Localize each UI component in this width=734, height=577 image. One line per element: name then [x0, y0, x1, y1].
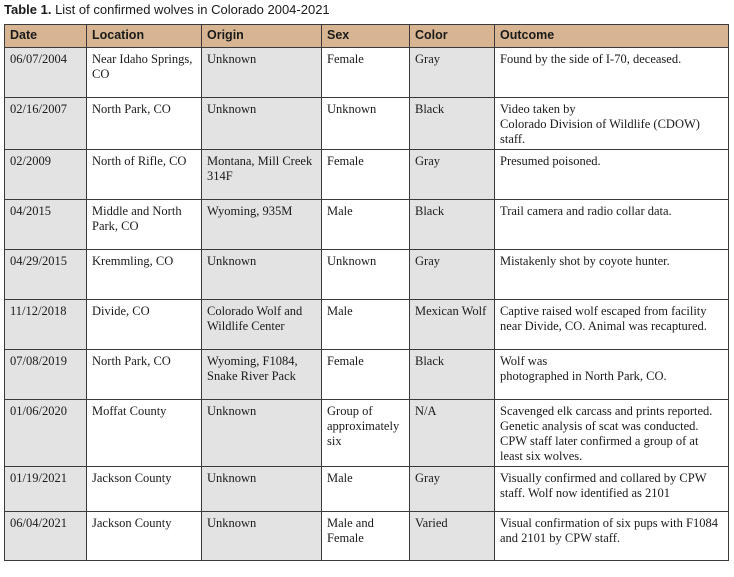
cell-date: 01/19/2021 — [5, 467, 87, 512]
table-row — [5, 98, 729, 150]
cell-color: Gray — [410, 250, 495, 300]
cell-sex: Group of approximately six — [322, 400, 410, 467]
cell-outcome: Trail camera and radio collar data. — [495, 200, 729, 250]
cell-sex: Male and Female — [322, 512, 410, 561]
cell-outcome: Presumed poisoned. — [495, 150, 729, 200]
cell-date: 04/2015 — [5, 200, 87, 250]
cell-sex: Unknown — [322, 250, 410, 300]
table-row — [5, 400, 729, 467]
cell-origin: Unknown — [202, 467, 322, 512]
cell-date: 01/06/2020 — [5, 400, 87, 467]
cell-color: Black — [410, 200, 495, 250]
cell-outcome: Mistakenly shot by coyote hunter. — [495, 250, 729, 300]
table-caption-text: List of confirmed wolves in Colorado 2004-2021 — [51, 2, 330, 17]
cell-origin: Unknown — [202, 48, 322, 98]
table-caption-label: Table 1. — [4, 2, 52, 17]
header-outcome: Outcome — [495, 25, 729, 48]
cell-color: N/A — [410, 400, 495, 467]
cell-date: 02/2009 — [5, 150, 87, 200]
cell-origin: Colorado Wolf and Wildlife Center — [202, 300, 322, 350]
cell-sex: Male — [322, 467, 410, 512]
cell-color: Black — [410, 98, 495, 150]
header-date: Date — [5, 25, 87, 48]
cell-color: Mexican Wolf — [410, 300, 495, 350]
cell-color: Varied — [410, 512, 495, 561]
wolves-table — [4, 24, 729, 561]
cell-date: 04/29/2015 — [5, 250, 87, 300]
cell-origin: Unknown — [202, 250, 322, 300]
cell-outcome: Scavenged elk carcass and prints reported. Genetic analysis of scat was conducted. CPW staff later confirmed a group of at least six wolves. — [495, 400, 729, 467]
cell-origin: Wyoming, F1084, Snake River Pack — [202, 350, 322, 400]
cell-origin: Montana, Mill Creek 314F — [202, 150, 322, 200]
cell-outcome: Wolf was photographed in North Park, CO. — [495, 350, 729, 400]
table-row — [5, 300, 729, 350]
header-origin: Origin — [202, 25, 322, 48]
cell-location: Middle and North Park, CO — [87, 200, 202, 250]
cell-origin: Unknown — [202, 400, 322, 467]
cell-origin: Unknown — [202, 512, 322, 561]
cell-location: North Park, CO — [87, 350, 202, 400]
table-row — [5, 200, 729, 250]
table-row — [5, 48, 729, 98]
header-sex: Sex — [322, 25, 410, 48]
cell-sex: Female — [322, 150, 410, 200]
cell-sex: Male — [322, 200, 410, 250]
cell-outcome: Video taken by Colorado Division of Wildlife (CDOW) staff. — [495, 98, 729, 150]
cell-sex: Male — [322, 300, 410, 350]
cell-date: 07/08/2019 — [5, 350, 87, 400]
cell-color: Gray — [410, 467, 495, 512]
cell-location: North of Rifle, CO — [87, 150, 202, 200]
table-row — [5, 350, 729, 400]
table-caption — [4, 2, 330, 17]
table-row — [5, 250, 729, 300]
cell-outcome: Visual confirmation of six pups with F1084 and 2101 by CPW staff. — [495, 512, 729, 561]
cell-outcome: Found by the side of I-70, deceased. — [495, 48, 729, 98]
cell-location: North Park, CO — [87, 98, 202, 150]
cell-outcome: Visually confirmed and collared by CPW staff. Wolf now identified as 2101 — [495, 467, 729, 512]
cell-color: Gray — [410, 150, 495, 200]
cell-location: Kremmling, CO — [87, 250, 202, 300]
cell-sex: Unknown — [322, 98, 410, 150]
cell-date: 06/07/2004 — [5, 48, 87, 98]
cell-date: 11/12/2018 — [5, 300, 87, 350]
cell-location: Divide, CO — [87, 300, 202, 350]
cell-sex: Female — [322, 350, 410, 400]
cell-location: Jackson County — [87, 467, 202, 512]
table-row — [5, 150, 729, 200]
cell-outcome: Captive raised wolf escaped from facility near Divide, CO. Animal was recaptured. — [495, 300, 729, 350]
cell-location: Jackson County — [87, 512, 202, 561]
cell-sex: Female — [322, 48, 410, 98]
header-row — [5, 25, 729, 48]
cell-color: Gray — [410, 48, 495, 98]
table-row — [5, 467, 729, 512]
cell-origin: Wyoming, 935M — [202, 200, 322, 250]
cell-date: 02/16/2007 — [5, 98, 87, 150]
cell-location: Near Idaho Springs, CO — [87, 48, 202, 98]
header-location: Location — [87, 25, 202, 48]
cell-origin: Unknown — [202, 98, 322, 150]
cell-color: Black — [410, 350, 495, 400]
table-row — [5, 512, 729, 561]
cell-date: 06/04/2021 — [5, 512, 87, 561]
cell-location: Moffat County — [87, 400, 202, 467]
header-color: Color — [410, 25, 495, 48]
